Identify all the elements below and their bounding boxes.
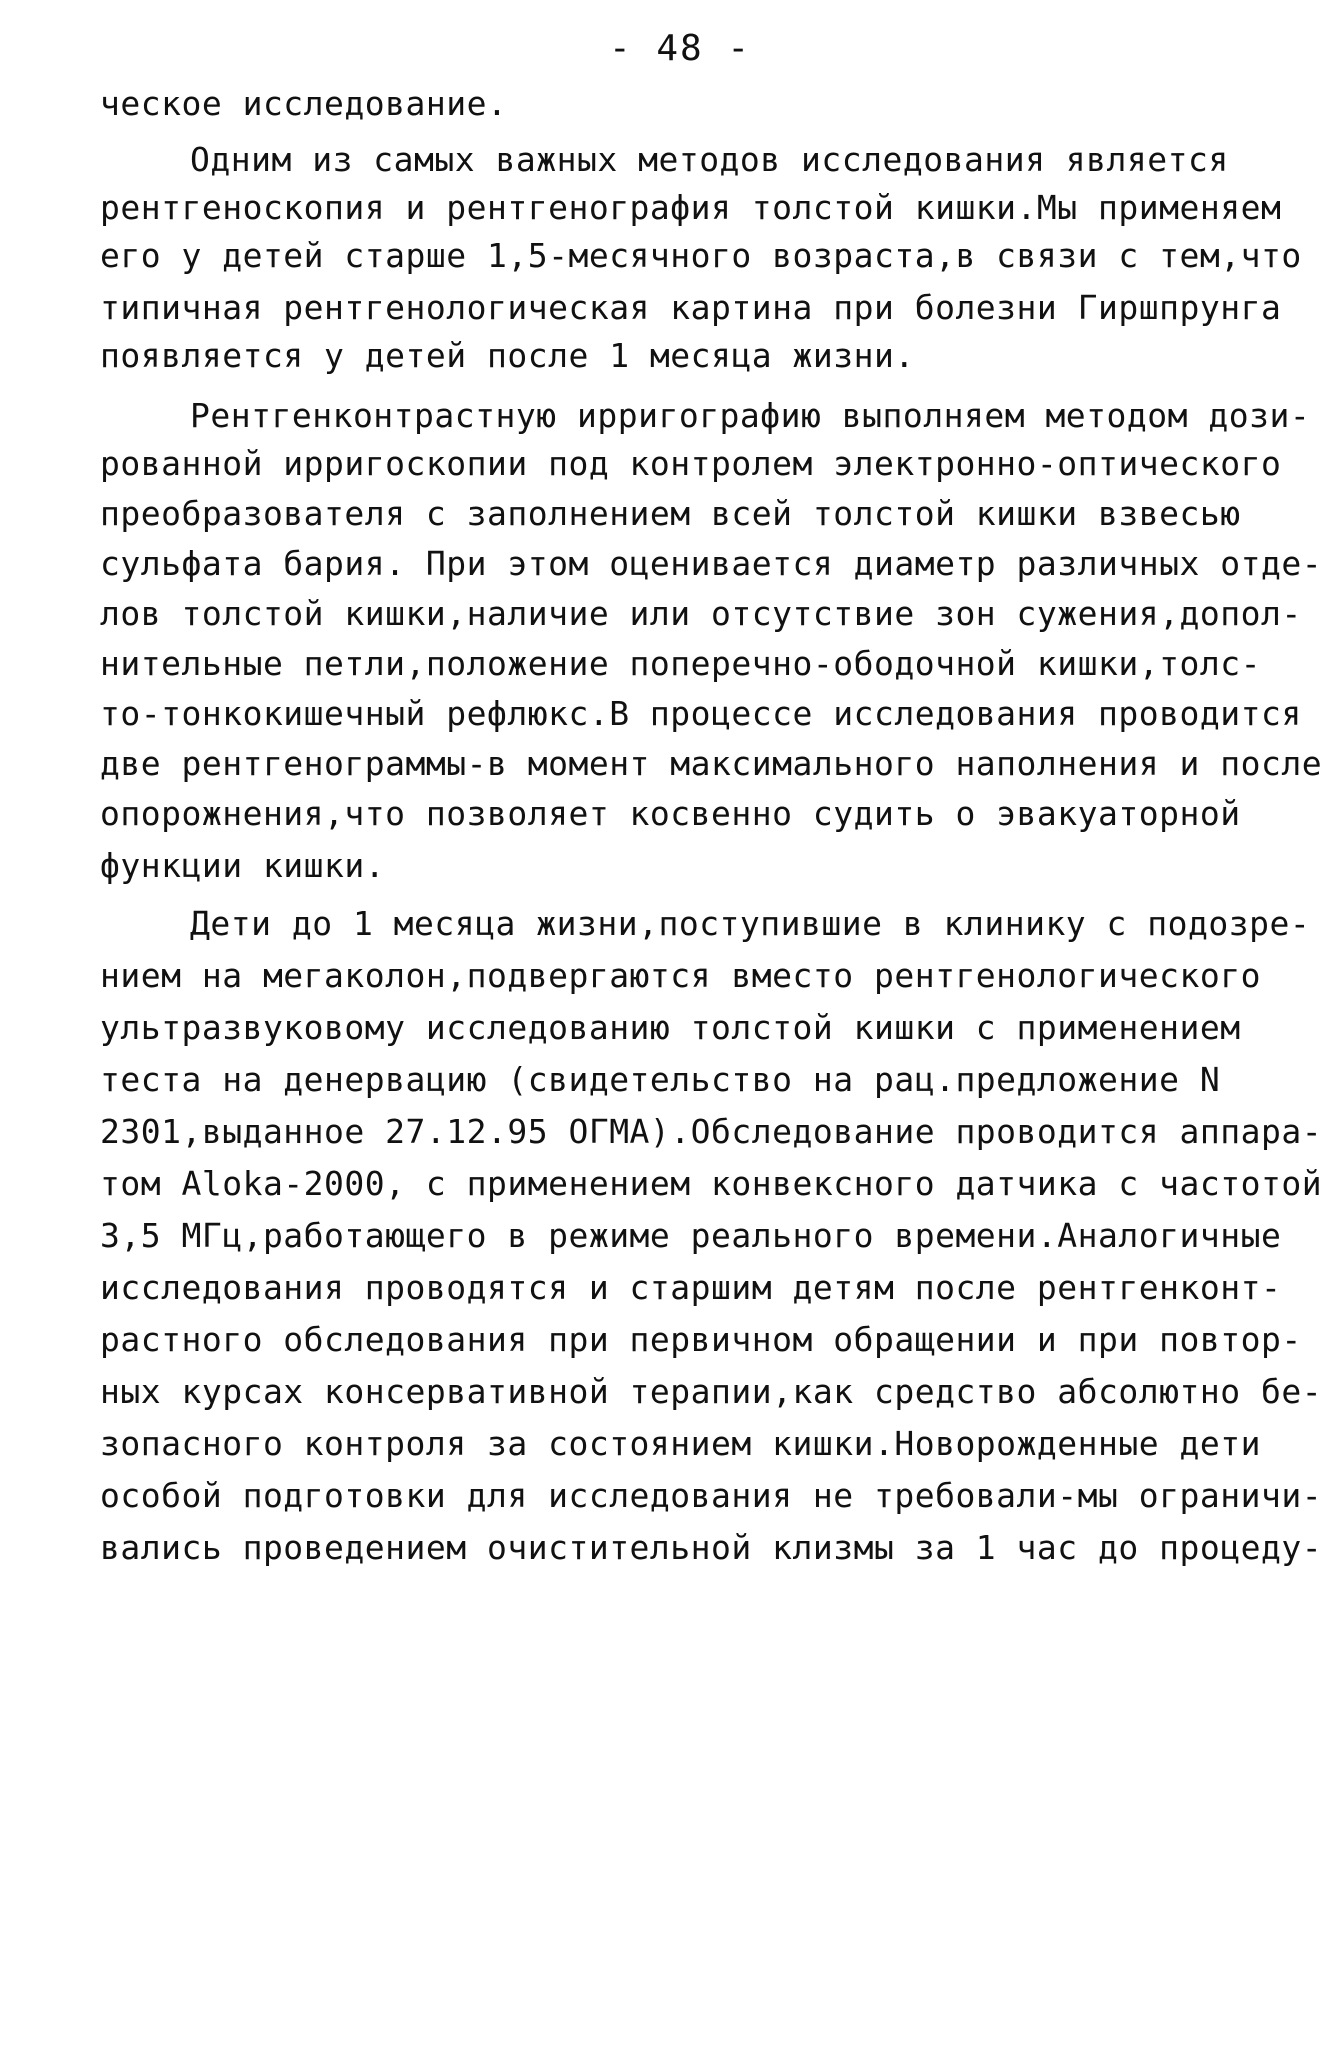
text-line: теста на денервацию (свидетельство на рац.предложение N bbox=[100, 1060, 1221, 1099]
text-line: особой подготовки для исследования не требовали-мы ограничи- bbox=[100, 1476, 1323, 1515]
text-line: 2301,выданное 27.12.95 ОГМА).Обследование проводится аппара- bbox=[100, 1112, 1323, 1151]
text-line: появляется у детей после 1 месяца жизни. bbox=[100, 336, 915, 375]
text-line: рентгеноскопия и рентгенография толстой кишки.Мы применяем bbox=[100, 188, 1282, 227]
paragraph-first-line: Рентгенконтрастную ирригографию выполняем методом дози- bbox=[190, 396, 1311, 435]
text-line: ческое исследование. bbox=[100, 84, 508, 123]
text-line: сульфата бария. При этом оценивается диаметр различных отде- bbox=[100, 544, 1323, 583]
text-line: ультразвуковому исследованию толстой кишки с применением bbox=[100, 1008, 1241, 1047]
text-line: исследования проводятся и старшим детям после рентгенконт- bbox=[100, 1268, 1282, 1307]
text-line: лов толстой кишки,наличие или отсутствие зон сужения,допол- bbox=[100, 594, 1302, 633]
text-line: 3,5 МГц,работающего в режиме реального времени.Аналогичные bbox=[100, 1216, 1282, 1255]
text-line: рованной ирригоскопии под контролем электронно-оптического bbox=[100, 444, 1282, 483]
text-line: то-тонкокишечный рефлюкс.В процессе исследования проводится bbox=[100, 694, 1302, 733]
text-line: том Aloka-2000, с применением конвексного датчика с частотой bbox=[100, 1164, 1323, 1203]
text-line: две рентгенограммы-в момент максимального наполнения и после bbox=[100, 744, 1323, 783]
paragraph-first-line: Дети до 1 месяца жизни,поступившие в клинику с подозре- bbox=[190, 904, 1311, 943]
page-number: - 48 - bbox=[608, 28, 752, 69]
text-line: его у детей старше 1,5-месячного возраста,в связи с тем,что bbox=[100, 236, 1302, 275]
text-line: ных курсах консервативной терапии,как средство абсолютно бе- bbox=[100, 1372, 1323, 1411]
text-line: нием на мегаколон,подвергаются вместо рентгенологического bbox=[100, 956, 1261, 995]
text-line: функции кишки. bbox=[100, 846, 386, 885]
text-line: преобразователя с заполнением всей толстой кишки взвесью bbox=[100, 494, 1241, 533]
text-line: вались проведением очистительной клизмы за 1 час до процеду- bbox=[100, 1528, 1323, 1567]
paragraph-first-line: Одним из самых важных методов исследования является bbox=[190, 140, 1229, 179]
text-line: типичная рентгенологическая картина при болезни Гиршпрунга bbox=[100, 288, 1282, 327]
text-line: опорожнения,что позволяет косвенно судить о эвакуаторной bbox=[100, 794, 1241, 833]
text-line: растного обследования при первичном обращении и при повтор- bbox=[100, 1320, 1302, 1359]
text-line: нительные петли,положение поперечно-ободочной кишки,толс- bbox=[100, 644, 1261, 683]
text-line: зопасного контроля за состоянием кишки.Новорожденные дети bbox=[100, 1424, 1261, 1463]
